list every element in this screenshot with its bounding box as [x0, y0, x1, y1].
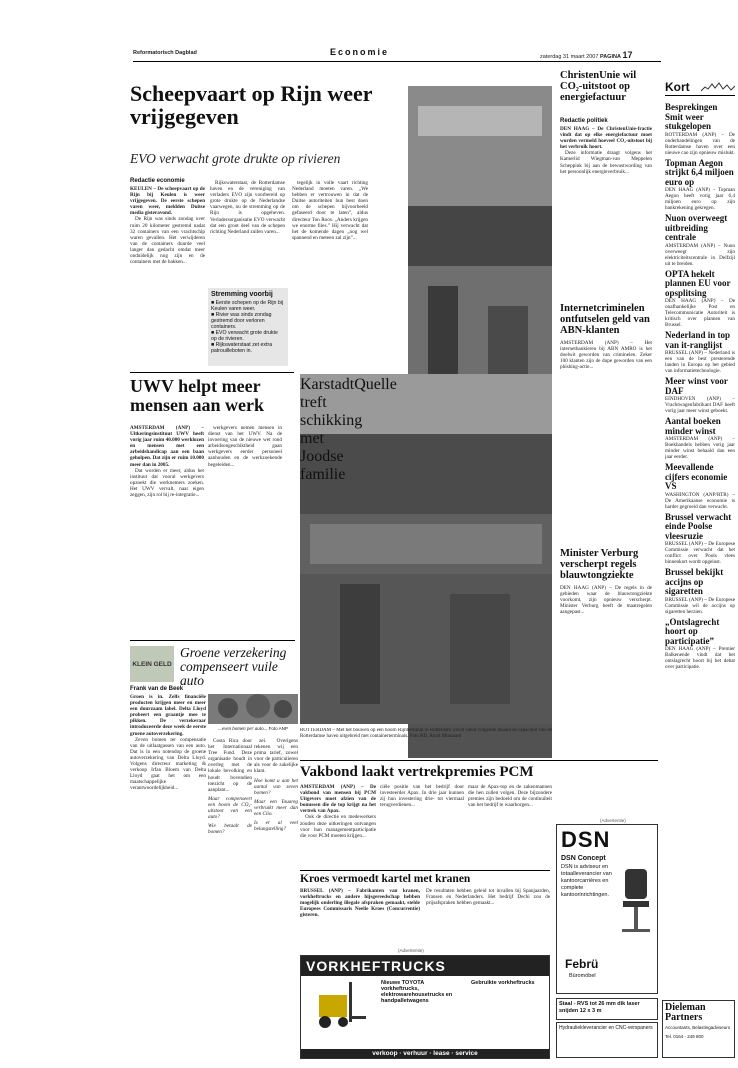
vakbond-intro: AMSTERDAM (ANP) – De vakbond van mensen bij PCM Uitgevers moet afzien van de bonussen die de top krijgt na het vertrek van Apax.	[300, 784, 376, 815]
header-paper-name: Reformatorisch Dagblad	[133, 50, 197, 56]
header-page-number: 17	[622, 50, 633, 60]
lead-col-2	[210, 180, 285, 280]
kort-item-body: EINDHOVEN (ANP) – Vrachtwagenfabrikant DAF heeft vorig jaar meer winst geboekt.	[665, 396, 735, 414]
sidebar-item-text: Rijkswaterstaat zet extra patrouilleboten in.	[211, 342, 273, 354]
kroes-rule	[300, 870, 550, 871]
kort-item-body: DEN HAAG (ANP) – Premier Balkenende vindt dat het ontslagrecht hoort bij het debat over participatie.	[665, 646, 735, 670]
vork-title: VORKHEFTRUCKS	[301, 956, 549, 976]
kort-item-head: Topman Aegon strijkt 6,4 miljoen euro op	[665, 157, 734, 187]
kleingeld-label: KLEIN GELD	[132, 660, 172, 668]
kort-item-body: WASHINGTON (ANP/RTR) – De Amerikaanse economie is harder gegroeid dan verwacht.	[665, 491, 735, 510]
kleingeld-q5: Is er al veel belangstelling?	[254, 820, 298, 833]
advert-label-2: (Advertentie)	[600, 818, 626, 823]
kort-item	[665, 270, 735, 329]
uwv-col2-text: werkgevers nemen mensen in dienst van het UWV. Na de invoering van de nieuwe wet rond arbeidsongeschiktheid gaan werkgevers eerder personeel aanhouden en de werkzoekende begeleiden...	[208, 425, 282, 468]
kort-item-head: Meevallende cijfers economie VS	[665, 462, 728, 491]
internet-body: AMSTERDAM (ANP) – Het internetbankieren bij ABN AMRO is het doelwit geworden van criminelen. Zeker 100 klanten zijn de dupe geworden van een phishing-actie...	[560, 340, 652, 371]
kort-item-body: BRUSSEL (ANP) – De Europese Commissie verwacht dat het conflict over Pools vlees binnenkort wordt opgelost.	[665, 541, 735, 565]
page-header	[0, 0, 738, 60]
hpt-text: Hydrauliekleverancier en CNC-verspaners	[559, 1025, 653, 1031]
kleingeld-caption-text: ...even bomen per auto...	[218, 727, 268, 732]
kort-item	[665, 463, 735, 510]
vakbond-col-1	[300, 784, 376, 866]
kleingeld-col-1	[130, 694, 206, 1058]
vork-footer: verkoop · verhuur · lease · service	[301, 1049, 549, 1058]
internet-headline: Internetcriminelen ontfutselen geld van ABN-klanten	[560, 303, 650, 336]
hpt-ad[interactable]	[556, 1022, 658, 1058]
uwv-col1-text: Dat worden er meer, aldus het instituut dat vooral werkgevers opzoekt die werknemers zoeken. Het UWV vervalt, naar eigen zeggen, zijn rol bij re-integratie...	[130, 467, 204, 499]
febru-logo: Febrü	[565, 957, 599, 971]
kleingeld-col2-text: Costa Rica door het Internationaal Tree Fund. Deze organisatie houdt in overleg met de lokale bevolking en houdt bovendien toezicht op de aanplant...	[208, 738, 252, 793]
dieleman-tag: Accountants, Belastingadviseurs	[665, 1025, 731, 1030]
kleingeld-col3-text: zei. Overigens rekenen wij een prima tarief, zowel voor de particulieren als voor de zakelijke klant.	[254, 738, 298, 775]
kort-item-head: Meer winst voor DAF	[665, 376, 728, 396]
kleingeld-photo-credit: Foto ANP	[268, 726, 288, 731]
kort-banner	[665, 78, 735, 96]
dsn-title: DSN Concept	[561, 855, 606, 862]
kort-title: Kort	[665, 80, 690, 94]
kort-item	[665, 618, 735, 671]
vakbond-col1-text: Ook de directie en medewerkers zouden deze uitkeringen ontvangen voor hun managementparticipatie die voor PCM moeten krijgen...	[300, 814, 376, 839]
kleingeld-q3: Hoe komt u aan het aantal van zeven bomen?	[254, 777, 298, 796]
kort-item-body: BRUSSEL (ANP) – Nederland is een van de best presterende landen in Europa op het gebied van informatietechnologie.	[665, 350, 735, 374]
kort-item	[665, 417, 735, 460]
kleingeld-q4: Maar een Touareg verbruikt meer dan een Clio.	[254, 798, 298, 818]
vakbond-headline: Vakbond laakt vertrekpremies PCM	[300, 764, 534, 780]
header-date	[540, 50, 632, 60]
header-page-label: PAGINA	[599, 54, 621, 60]
lead-byline: Redactie economie	[130, 178, 185, 184]
kort-list	[665, 100, 735, 1060]
dieleman-phone: Tel. 0164 - 249 800	[665, 1034, 704, 1039]
kroes-headline: Kroes vermoedt kartel met kranen	[300, 873, 471, 885]
dsn-text: DSN is adviseur en totaalleverancier van kantoorcarrières en complete kantoorinrichtingen.	[561, 864, 612, 898]
staal-text: Staal - RVS tot 26 mm dik laser snijden 12 x 3 m	[559, 1001, 640, 1014]
kort-item	[665, 159, 735, 212]
advert-label: (Advertentie)	[398, 948, 424, 953]
lead-intro: KEULEN – De scheepvaart op de Rijn bij Keulen is weer vrijgegeven. De eerste schepen varen weer, meldden Duitse media gisteravond.	[130, 186, 205, 217]
febru-sub: Büromöbel	[569, 973, 596, 979]
lead-subhead: EVO verwacht grote drukte op rivieren	[130, 151, 341, 166]
kleingeld-photo-caption	[208, 726, 298, 732]
christenunie-body	[560, 126, 652, 296]
lead-headline: Scheepvaart op Rijn weer vrijgegeven	[130, 81, 373, 129]
kort-item-body: AMSTERDAM (ANP) – Boekhandels hebben vorig jaar minder winst behaald dan een jaar eerder.	[665, 436, 735, 460]
lead-col-3	[292, 180, 368, 366]
lead-col-1	[130, 186, 205, 366]
staal-ad[interactable]	[556, 998, 658, 1020]
lead-col2-text: Rijkswaterstaat, de Rotterdamse haven en de vereniging van verladers EVO zijn voorbereid op grote drukte op de Nederlandse vaarwegen, nu de stremming op de Rijn is opgeheven. Verladersorganisatie EVO verwacht dat een groot deel van de schepen richting Nederland zullen varen...	[210, 180, 285, 235]
kleingeld-q1: Maar compenseert een boom de CO₂-uitstoot van een auto?	[208, 795, 252, 821]
kleingeld-photo	[208, 694, 298, 724]
kort-item	[665, 103, 735, 156]
kroes-col-2: De resultaten hebben geleid tot invallen bij Spanjaarden, Fransen en Nederlanders. Het bedrijf Dechi zou de prijsafspraken hebben gemaakt...	[426, 888, 550, 907]
uwv-col-2	[208, 425, 282, 625]
forklift-icon	[309, 980, 369, 1030]
kroes-intro: BRUSSEL (ANP) – Fabrikanten van kranen, vorkheftrucks en andere hijsgereedschap hebben mogelijk onderling illegale afspraken gemaakt, stelde Europees Commissaris Neelie Kroes (Concurrentie) gisteren.	[300, 888, 420, 919]
kort-item-head: Aantal boeken minder winst	[665, 416, 721, 436]
kleingeld-byline: Frank van de Beek	[130, 686, 184, 692]
vakbond-col-2: ciële positie van het bedrijf door investeerder Apax. In drie jaar kunnen zij hun investering drie- tot viermaal terugverdienen...	[380, 784, 464, 809]
kort-item-head: Besprekingen Smit weer stukgelopen	[665, 102, 718, 131]
lead-sidebar-title: Stremming voorbij	[211, 291, 273, 298]
minister-headline: Minister Verburg verscherpt regels blauwtongziekte	[560, 548, 639, 581]
header-rule	[133, 61, 661, 62]
kroes-col-1	[300, 888, 420, 946]
christenunie-text: Deze informatie draagt volgens het Kamerlid Wiegman-van Meppelen Scheppink bij aan de bewustwording van het persoonlijk energieverbruik...	[560, 150, 652, 175]
kort-item	[665, 568, 735, 615]
vork-item-1: Nieuwe TOYOTA vorkheftrucks, elektrowarehousetrucks en handpalletwagens	[381, 980, 453, 1004]
kort-item	[665, 377, 735, 414]
kort-item-head: Nederland in top van it-ranglijst	[665, 330, 731, 350]
kort-item-body: ROTTERDAM (ANP) – De onderhandelingen van de Rotterdamse haven over een nieuwe cao zijn opnieuw mislukt.	[665, 131, 735, 156]
kort-item-head: Nuon overweegt uitbreiding centrale	[665, 213, 728, 242]
kort-graph-icon	[701, 81, 735, 93]
kleingeld-headline: Groene verzekering compenseert vuile auto	[180, 645, 287, 688]
vakbond-col-3: maar de Apax-top en de zakenmannen die hen zullen volgen. Deze bijzondere premies zijn bedoeld om de continuïteit van het bedrijf te waarborgen...	[468, 784, 552, 809]
header-section: Economie	[330, 47, 390, 57]
kleingeld-q2: Wie betaalt de bomen?	[208, 823, 252, 836]
christenunie-byline: Redactie politiek	[560, 118, 608, 124]
dsn-logo: DSN	[561, 827, 611, 852]
sidebar-item-text: EVO verwacht grote drukte op de rivieren.	[211, 330, 278, 342]
kleingeld-intro: Groen is in. Zelfs financiële producten krijgen meer en meer een duurzaam label. Delta Lloyd probeert een graantje mee te pikken. De verzekeraar introduceerde deze week de eerste groene autoverzekering.	[130, 694, 206, 737]
photo-caption: ROTTERDAM – Met het bouwen op een hoorn Rijnterminal in Rotterdam wordt vanaf volgende maand de capaciteit van de Rotterdamse haven uitgebreid met containerterminals. Foto RD, Ruud Minnaard	[300, 728, 552, 739]
vorkheftrucks-ad[interactable]	[300, 955, 550, 1059]
office-chair-icon	[619, 865, 653, 945]
section-rule	[130, 372, 294, 373]
kleingeld-col-3	[254, 738, 298, 1058]
lead-col1-text: De Rijn was sinds zondag over ruim 20 kilometer gestremd nadat 32 containers van een vrachtschip waren gevallen. Het verwijderen van de containers duurde veel langer dan gedacht omdat meer onduidelijk nog zijn en de containers met de bakken...	[130, 216, 205, 266]
vork-item-2: Gebruikte vorkheftrucks	[471, 980, 535, 986]
vakbond-rule	[300, 760, 658, 761]
sidebar-item: ■ EVO verwacht grote drukte op de rivieren.	[211, 330, 278, 342]
kort-item-head: Brussel verwacht einde Poolse vleesruzie	[665, 511, 732, 541]
dieleman-ad[interactable]	[662, 1000, 735, 1058]
kort-item-body: DEN HAAG (ANP) – Topman Aegon heeft vorig jaar 6,4 miljoen euro op zijn bankrekening gekregen.	[665, 187, 735, 211]
christenunie-intro: DEN HAAG – De ChristenUnie-fractie vindt dat op elke energiefactuur moet worden vermeld hoeveel CO₂-uitstoot bij het verbruik hoort.	[560, 126, 652, 151]
kort-item-body: DEN HAAG (ANP) – De onafhankelijke Post en Telecommunicatie Autoriteit is kritisch over plannen van Brussel.	[665, 298, 735, 328]
kleingeld-rule	[130, 640, 295, 641]
dsn-ad[interactable]	[556, 824, 658, 994]
kort-item-head: „Ontslagrecht hoort op participatie”	[665, 616, 720, 646]
sidebar-item: ■ Rivier was sinds zondag gestremd door verloren containers.	[211, 312, 272, 330]
kort-item-head: Brussel bekijkt accijns op sigaretten	[665, 567, 724, 596]
kort-item	[665, 331, 735, 374]
header-date-text: zaterdag 31 maart 2007	[540, 54, 599, 60]
uwv-headline: UWV helpt meer mensen aan werk	[130, 376, 264, 415]
kort-item-body: AMSTERDAM (ANP) – Nuon overweegt zijn elektriciteitscentrale in Delfzijl uit te breiden.	[665, 242, 735, 267]
sidebar-item: ■ Rijkswaterstaat zet extra patrouilleboten in.	[211, 342, 273, 354]
kleingeld-body: Zeven bomen ter compensatie van de uitlaatgassen van een auto. Dat is in een notendop de groene autoverzekering van Delta Lloyd. Volgens directeur marketing & verkoop Irfan Bloem van Delta Lloyd gaat het om een maatschappelijke verantwoordelijkheid...	[130, 736, 206, 792]
sidebar-item-text: Eerste schepen op de Rijn bij Keulen varen weer.	[211, 300, 284, 312]
lead-sidebar	[208, 288, 288, 366]
uwv-intro: AMSTERDAM (ANP) – Uitkeringsinstituut UWV heeft vorig jaar ruim 40.000 werklozen en mensen met een arbeidshandicap aan een baan geholpen. Dat zijn er ruim 10.000 meer dan in 2005.	[130, 425, 204, 468]
minister-body: DEN HAAG (ANP) – De regels in de gebieden waar de blauwtongziekte voorkomt, zijn opnieuw verscherpt. Minister Verburg heeft de maatregelen aangepast...	[560, 585, 652, 616]
kort-item-body: BRUSSEL (ANP) – De Europese Commissie wil de accijns op sigaretten herzien.	[665, 596, 735, 615]
kort-item	[665, 214, 735, 267]
lead-col3-text: tegelijk in volle vaart richting Nederland moeten varen. „We hebben er vertrouwen in dat de Duitse autoriteiten hun best doen om de schepen bijvoorbeeld gefaseerd door te laten”, aldus directeur Ton Roos. „Anders krijgen we enorme files.” Hij verwacht dat het de komende dagen „nog wel spannend en meteen zal zijn”...	[292, 180, 368, 241]
kleingeld-col-2	[208, 738, 252, 1058]
kort-item-head: OPTA hekelt plannen EU voor opsplitsing	[665, 268, 731, 298]
christenunie-headline: ChristenUnie wil CO₂-uitstoot op energiefactuur	[560, 70, 637, 103]
sidebar-item: ■ Eerste schepen op de Rijn bij Keulen varen weer.	[211, 300, 284, 312]
dieleman-name: Dieleman Partners	[665, 1002, 706, 1023]
kleingeld-logo	[130, 646, 174, 682]
uwv-col-1	[130, 425, 204, 625]
kort-item	[665, 513, 735, 566]
sidebar-item-text: Rivier was sinds zondag gestremd door verloren containers.	[211, 312, 272, 330]
